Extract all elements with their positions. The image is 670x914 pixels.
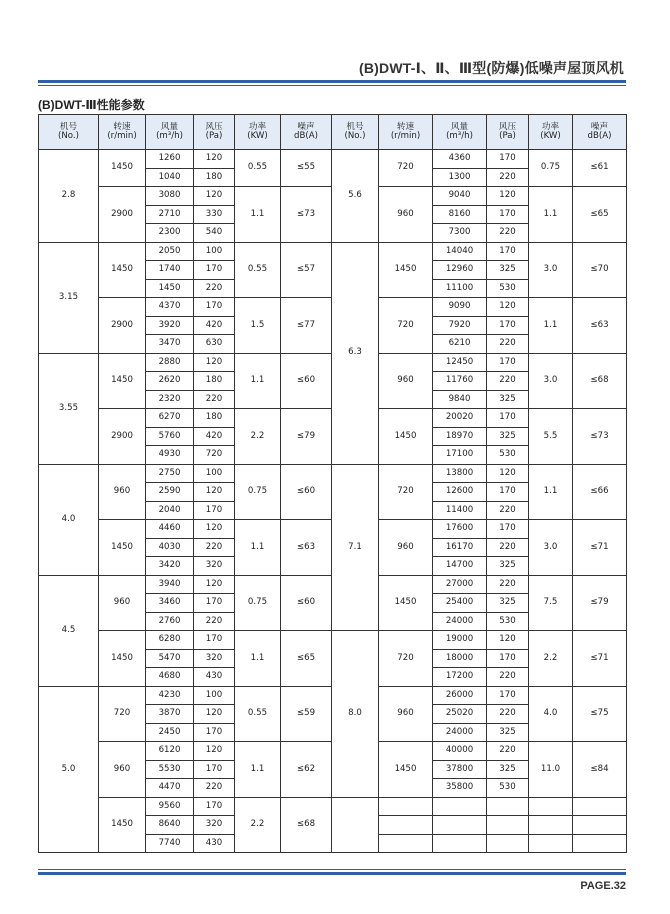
airflow-cell: 25020 xyxy=(433,705,487,724)
machine-no-cell: 4.5 xyxy=(39,575,99,686)
pressure-cell: 220 xyxy=(487,335,529,354)
pressure-cell: 120 xyxy=(194,187,235,206)
pressure-cell: 120 xyxy=(194,353,235,372)
airflow-cell: 11400 xyxy=(433,501,487,520)
pressure-cell: 120 xyxy=(194,705,235,724)
pressure-cell: 220 xyxy=(487,538,529,557)
pressure-cell: 120 xyxy=(194,150,235,169)
airflow-cell: 4680 xyxy=(146,668,194,687)
airflow-cell: 9560 xyxy=(146,797,194,816)
empty-cell xyxy=(379,797,433,816)
pressure-cell: 120 xyxy=(487,464,529,483)
power-cell: 1.1 xyxy=(235,631,281,687)
pressure-cell: 170 xyxy=(194,501,235,520)
pressure-cell: 170 xyxy=(194,631,235,650)
pressure-cell: 220 xyxy=(487,705,529,724)
airflow-cell: 16170 xyxy=(433,538,487,557)
pressure-cell: 320 xyxy=(194,816,235,835)
pressure-cell: 530 xyxy=(487,612,529,631)
speed-cell: 960 xyxy=(379,187,433,243)
airflow-cell: 27000 xyxy=(433,575,487,594)
performance-table xyxy=(38,114,627,853)
power-cell: 4.0 xyxy=(529,686,573,742)
pressure-cell: 120 xyxy=(194,742,235,761)
noise-cell: ≤79 xyxy=(573,575,627,631)
power-cell: 0.55 xyxy=(235,150,281,187)
empty-cell xyxy=(433,816,487,835)
airflow-cell: 6210 xyxy=(433,335,487,354)
airflow-cell: 14700 xyxy=(433,557,487,576)
speed-cell: 960 xyxy=(99,575,146,631)
header-speed-right: 转速 (r/min) xyxy=(379,115,433,150)
noise-cell: ≤57 xyxy=(281,242,332,298)
airflow-cell: 7920 xyxy=(433,316,487,335)
pressure-cell: 220 xyxy=(194,779,235,798)
pressure-cell: 430 xyxy=(194,668,235,687)
airflow-cell: 40000 xyxy=(433,742,487,761)
power-cell: 2.2 xyxy=(235,409,281,465)
airflow-cell: 26000 xyxy=(433,686,487,705)
header-pressure: 风压 (Pa) xyxy=(194,115,235,150)
power-cell: 5.5 xyxy=(529,409,573,465)
pressure-cell: 530 xyxy=(487,446,529,465)
airflow-cell: 3870 xyxy=(146,705,194,724)
header-no-right: 机号 (No.) xyxy=(332,115,379,150)
pressure-cell: 325 xyxy=(487,261,529,280)
table-row xyxy=(39,150,627,169)
pressure-cell: 170 xyxy=(487,353,529,372)
noise-cell: ≤65 xyxy=(281,631,332,687)
pressure-cell: 170 xyxy=(487,150,529,169)
pressure-cell: 170 xyxy=(487,316,529,335)
empty-cell xyxy=(529,816,573,835)
speed-cell: 1450 xyxy=(379,409,433,465)
airflow-cell: 11100 xyxy=(433,279,487,298)
airflow-cell: 2590 xyxy=(146,483,194,502)
pressure-cell: 170 xyxy=(194,261,235,280)
airflow-cell: 3940 xyxy=(146,575,194,594)
speed-cell: 1450 xyxy=(379,575,433,631)
airflow-cell: 5760 xyxy=(146,427,194,446)
pressure-cell: 325 xyxy=(487,390,529,409)
header-noise-right: 噪声 dB(A) xyxy=(573,115,627,150)
airflow-cell: 7300 xyxy=(433,224,487,243)
airflow-cell: 6280 xyxy=(146,631,194,650)
header-no: 机号 (No.) xyxy=(39,115,99,150)
section-title: (B)DWT-Ⅲ性能参数 xyxy=(38,98,145,112)
power-cell: 1.1 xyxy=(235,520,281,576)
pressure-cell: 180 xyxy=(194,168,235,187)
power-cell: 1.5 xyxy=(235,298,281,354)
header-noise: 噪声 dB(A) xyxy=(281,115,332,150)
pressure-cell: 170 xyxy=(487,649,529,668)
empty-cell xyxy=(487,797,529,816)
power-cell: 3.0 xyxy=(529,520,573,576)
airflow-cell: 11760 xyxy=(433,372,487,391)
power-cell: 1.1 xyxy=(235,353,281,409)
airflow-cell: 17200 xyxy=(433,668,487,687)
page-number: PAGE.32 xyxy=(580,880,626,892)
airflow-cell: 3470 xyxy=(146,335,194,354)
power-cell: 0.75 xyxy=(529,150,573,187)
airflow-cell: 4360 xyxy=(433,150,487,169)
airflow-cell: 3460 xyxy=(146,594,194,613)
pressure-cell: 325 xyxy=(487,723,529,742)
pressure-cell: 170 xyxy=(194,797,235,816)
power-cell: 0.55 xyxy=(235,242,281,298)
pressure-cell: 420 xyxy=(194,316,235,335)
header-speed: 转速 (r/min) xyxy=(99,115,146,150)
airflow-cell: 5470 xyxy=(146,649,194,668)
speed-cell: 2900 xyxy=(99,187,146,243)
airflow-cell: 1260 xyxy=(146,150,194,169)
noise-cell: ≤65 xyxy=(573,187,627,243)
airflow-cell: 4930 xyxy=(146,446,194,465)
empty-cell xyxy=(487,834,529,853)
airflow-cell: 4230 xyxy=(146,686,194,705)
airflow-cell: 2300 xyxy=(146,224,194,243)
noise-cell: ≤68 xyxy=(573,353,627,409)
airflow-cell: 5530 xyxy=(146,760,194,779)
power-cell: 2.2 xyxy=(235,797,281,853)
table-body xyxy=(39,150,627,853)
pressure-cell: 530 xyxy=(487,779,529,798)
empty-cell xyxy=(433,797,487,816)
airflow-cell: 8640 xyxy=(146,816,194,835)
speed-cell: 960 xyxy=(99,742,146,798)
machine-no-cell: 5.6 xyxy=(332,150,379,243)
speed-cell: 1450 xyxy=(99,353,146,409)
airflow-cell: 9090 xyxy=(433,298,487,317)
power-cell: 11.0 xyxy=(529,742,573,798)
noise-cell: ≤77 xyxy=(281,298,332,354)
pressure-cell: 120 xyxy=(487,187,529,206)
airflow-cell: 1040 xyxy=(146,168,194,187)
airflow-cell: 2450 xyxy=(146,723,194,742)
header-pressure-right: 风压 (Pa) xyxy=(487,115,529,150)
noise-cell: ≤73 xyxy=(573,409,627,465)
pressure-cell: 540 xyxy=(194,224,235,243)
power-cell: 1.1 xyxy=(235,187,281,243)
pressure-cell: 330 xyxy=(194,205,235,224)
empty-cell xyxy=(573,816,627,835)
airflow-cell: 17600 xyxy=(433,520,487,539)
speed-cell: 960 xyxy=(379,520,433,576)
pressure-cell: 220 xyxy=(194,612,235,631)
noise-cell: ≤66 xyxy=(573,464,627,520)
pressure-cell: 170 xyxy=(194,760,235,779)
pressure-cell: 530 xyxy=(487,279,529,298)
pressure-cell: 170 xyxy=(487,409,529,428)
airflow-cell: 4370 xyxy=(146,298,194,317)
pressure-cell: 325 xyxy=(487,594,529,613)
pressure-cell: 170 xyxy=(194,723,235,742)
speed-cell: 960 xyxy=(99,464,146,520)
speed-cell: 1450 xyxy=(99,797,146,853)
empty-cell xyxy=(332,797,379,853)
airflow-cell: 1740 xyxy=(146,261,194,280)
airflow-cell: 2620 xyxy=(146,372,194,391)
airflow-cell: 37800 xyxy=(433,760,487,779)
speed-cell: 960 xyxy=(379,686,433,742)
machine-no-cell: 2.8 xyxy=(39,150,99,243)
machine-no-cell: 3.55 xyxy=(39,353,99,464)
pressure-cell: 220 xyxy=(487,575,529,594)
airflow-cell: 19000 xyxy=(433,631,487,650)
airflow-cell: 20020 xyxy=(433,409,487,428)
table-row xyxy=(39,464,627,483)
power-cell: 0.75 xyxy=(235,575,281,631)
power-cell: 7.5 xyxy=(529,575,573,631)
noise-cell: ≤61 xyxy=(573,150,627,187)
machine-no-cell: 4.0 xyxy=(39,464,99,575)
header-rule-thin xyxy=(38,85,626,86)
pressure-cell: 320 xyxy=(194,649,235,668)
speed-cell: 1450 xyxy=(99,631,146,687)
empty-cell xyxy=(487,816,529,835)
airflow-cell: 6270 xyxy=(146,409,194,428)
speed-cell: 1450 xyxy=(99,150,146,187)
pressure-cell: 325 xyxy=(487,427,529,446)
speed-cell: 2900 xyxy=(99,298,146,354)
airflow-cell: 1300 xyxy=(433,168,487,187)
airflow-cell: 6120 xyxy=(146,742,194,761)
pressure-cell: 170 xyxy=(487,205,529,224)
noise-cell: ≤71 xyxy=(573,520,627,576)
pressure-cell: 720 xyxy=(194,446,235,465)
airflow-cell: 12960 xyxy=(433,261,487,280)
airflow-cell: 24000 xyxy=(433,612,487,631)
pressure-cell: 220 xyxy=(487,168,529,187)
airflow-cell: 35800 xyxy=(433,779,487,798)
airflow-cell: 17100 xyxy=(433,446,487,465)
footer-rule xyxy=(38,872,626,875)
speed-cell: 1450 xyxy=(99,242,146,298)
footer-rule-thin xyxy=(38,869,626,870)
noise-cell: ≤70 xyxy=(573,242,627,298)
airflow-cell: 2040 xyxy=(146,501,194,520)
empty-cell xyxy=(573,797,627,816)
pressure-cell: 120 xyxy=(194,483,235,502)
noise-cell: ≤73 xyxy=(281,187,332,243)
power-cell: 0.75 xyxy=(235,464,281,520)
airflow-cell: 4460 xyxy=(146,520,194,539)
noise-cell: ≤79 xyxy=(281,409,332,465)
airflow-cell: 2710 xyxy=(146,205,194,224)
header-power-right: 功率 (KW) xyxy=(529,115,573,150)
airflow-cell: 9840 xyxy=(433,390,487,409)
speed-cell: 720 xyxy=(379,631,433,687)
airflow-cell: 2880 xyxy=(146,353,194,372)
noise-cell: ≤75 xyxy=(573,686,627,742)
machine-no-cell: 3.15 xyxy=(39,242,99,353)
pressure-cell: 120 xyxy=(194,520,235,539)
pressure-cell: 180 xyxy=(194,372,235,391)
table-row xyxy=(39,242,627,261)
airflow-cell: 2320 xyxy=(146,390,194,409)
header-airflow: 风量 (m³/h) xyxy=(146,115,194,150)
noise-cell: ≤71 xyxy=(573,631,627,687)
airflow-cell: 1450 xyxy=(146,279,194,298)
power-cell: 1.1 xyxy=(529,187,573,243)
power-cell: 1.1 xyxy=(529,298,573,354)
pressure-cell: 100 xyxy=(194,464,235,483)
noise-cell: ≤60 xyxy=(281,464,332,520)
noise-cell: ≤59 xyxy=(281,686,332,742)
pressure-cell: 220 xyxy=(487,224,529,243)
header-airflow-right: 风量 (m³/h) xyxy=(433,115,487,150)
pressure-cell: 220 xyxy=(194,390,235,409)
speed-cell: 2900 xyxy=(99,409,146,465)
table-row xyxy=(39,631,627,650)
machine-no-cell: 5.0 xyxy=(39,686,99,853)
pressure-cell: 170 xyxy=(487,686,529,705)
pressure-cell: 170 xyxy=(194,594,235,613)
pressure-cell: 170 xyxy=(487,520,529,539)
pressure-cell: 220 xyxy=(487,742,529,761)
noise-cell: ≤55 xyxy=(281,150,332,187)
pressure-cell: 325 xyxy=(487,760,529,779)
noise-cell: ≤62 xyxy=(281,742,332,798)
airflow-cell: 18000 xyxy=(433,649,487,668)
pressure-cell: 220 xyxy=(487,501,529,520)
airflow-cell: 4030 xyxy=(146,538,194,557)
empty-cell xyxy=(379,816,433,835)
pressure-cell: 430 xyxy=(194,834,235,853)
table-header-row xyxy=(39,115,627,150)
power-cell: 1.1 xyxy=(529,464,573,520)
airflow-cell: 3080 xyxy=(146,187,194,206)
machine-no-cell: 8.0 xyxy=(332,631,379,798)
airflow-cell: 4470 xyxy=(146,779,194,798)
pressure-cell: 170 xyxy=(487,242,529,261)
airflow-cell: 12450 xyxy=(433,353,487,372)
power-cell: 3.0 xyxy=(529,353,573,409)
speed-cell: 720 xyxy=(379,150,433,187)
noise-cell: ≤60 xyxy=(281,575,332,631)
speed-cell: 1450 xyxy=(379,242,433,298)
noise-cell: ≤63 xyxy=(281,520,332,576)
pressure-cell: 220 xyxy=(487,668,529,687)
pressure-cell: 630 xyxy=(194,335,235,354)
header-rule xyxy=(38,80,626,83)
speed-cell: 1450 xyxy=(99,520,146,576)
empty-cell xyxy=(529,797,573,816)
airflow-cell: 13800 xyxy=(433,464,487,483)
airflow-cell: 2760 xyxy=(146,612,194,631)
noise-cell: ≤60 xyxy=(281,353,332,409)
speed-cell: 1450 xyxy=(379,742,433,798)
pressure-cell: 170 xyxy=(194,298,235,317)
machine-no-cell: 7.1 xyxy=(332,464,379,631)
power-cell: 1.1 xyxy=(235,742,281,798)
airflow-cell: 2050 xyxy=(146,242,194,261)
airflow-cell: 3920 xyxy=(146,316,194,335)
power-cell: 2.2 xyxy=(529,631,573,687)
airflow-cell: 8160 xyxy=(433,205,487,224)
airflow-cell: 3420 xyxy=(146,557,194,576)
pressure-cell: 170 xyxy=(487,483,529,502)
airflow-cell: 7740 xyxy=(146,834,194,853)
airflow-cell: 24000 xyxy=(433,723,487,742)
empty-cell xyxy=(573,834,627,853)
empty-cell xyxy=(379,834,433,853)
pressure-cell: 120 xyxy=(194,575,235,594)
pressure-cell: 220 xyxy=(194,279,235,298)
pressure-cell: 220 xyxy=(194,538,235,557)
table-row xyxy=(39,797,627,816)
pressure-cell: 100 xyxy=(194,686,235,705)
noise-cell: ≤63 xyxy=(573,298,627,354)
pressure-cell: 320 xyxy=(194,557,235,576)
speed-cell: 960 xyxy=(379,353,433,409)
power-cell: 3.0 xyxy=(529,242,573,298)
airflow-cell: 18970 xyxy=(433,427,487,446)
empty-cell xyxy=(529,834,573,853)
page-title: (B)DWT-Ⅰ、Ⅱ、Ⅲ型(防爆)低噪声屋顶风机 xyxy=(359,60,624,76)
empty-cell xyxy=(433,834,487,853)
pressure-cell: 180 xyxy=(194,409,235,428)
pressure-cell: 100 xyxy=(194,242,235,261)
airflow-cell: 2750 xyxy=(146,464,194,483)
machine-no-cell: 6.3 xyxy=(332,242,379,464)
speed-cell: 720 xyxy=(379,464,433,520)
power-cell: 0.55 xyxy=(235,686,281,742)
header-power: 功率 (KW) xyxy=(235,115,281,150)
airflow-cell: 9040 xyxy=(433,187,487,206)
pressure-cell: 220 xyxy=(487,372,529,391)
speed-cell: 720 xyxy=(99,686,146,742)
airflow-cell: 14040 xyxy=(433,242,487,261)
pressure-cell: 325 xyxy=(487,557,529,576)
airflow-cell: 25400 xyxy=(433,594,487,613)
speed-cell: 720 xyxy=(379,298,433,354)
pressure-cell: 420 xyxy=(194,427,235,446)
noise-cell: ≤84 xyxy=(573,742,627,798)
airflow-cell: 12600 xyxy=(433,483,487,502)
noise-cell: ≤68 xyxy=(281,797,332,853)
pressure-cell: 120 xyxy=(487,298,529,317)
pressure-cell: 120 xyxy=(487,631,529,650)
